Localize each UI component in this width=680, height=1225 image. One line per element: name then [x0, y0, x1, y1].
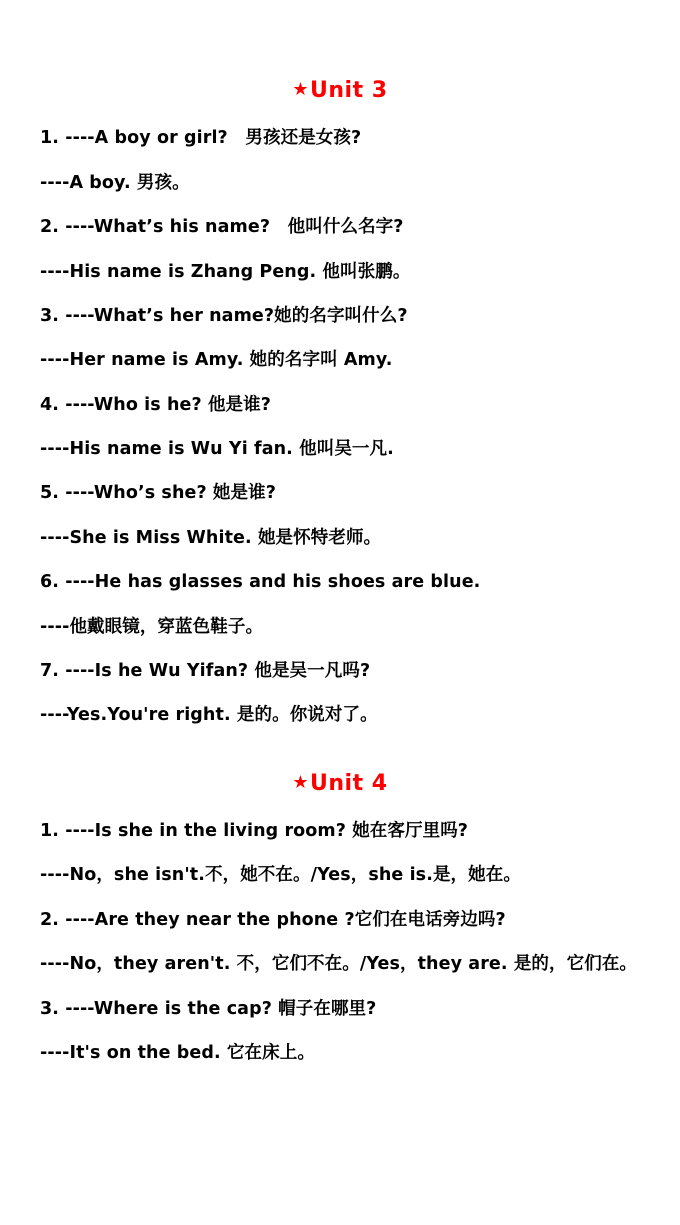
unit-section-4 [40, 771, 640, 1067]
qa-line: 2. ----Are they near the phone ?它们在电话旁边吗? [40, 909, 506, 930]
qa-line: ----His name is Wu Yi fan. 他叫吴一凡. [40, 439, 394, 460]
star-icon: ★ [292, 771, 310, 793]
star-icon: ★ [292, 79, 310, 100]
qa-line: ----No，they aren't. 不，它们不在。/Yes，they are. 是的，它们在。 [40, 954, 638, 975]
qa-line: 7. ----Is he Wu Yifan? 他是吴一凡吗? [40, 660, 371, 681]
qa-line: ----It's on the bed. 它在床上。 [40, 1042, 315, 1063]
qa-line: 6. ----He has glasses and his shoes are blue. [40, 572, 481, 593]
qa-line: ----他戴眼镜，穿蓝色鞋子。 [40, 616, 264, 637]
qa-line: 1. ----Is she in the living room? 她在客厅里吗? [40, 821, 469, 842]
unit-4-heading [40, 771, 640, 797]
qa-line: 1. ----A boy or girl? 男孩还是女孩? [40, 128, 362, 149]
page-bottom-spacer [40, 1085, 640, 1205]
unit-4-heading-text: Unit 4 [310, 770, 388, 796]
qa-line: ----A boy. 男孩。 [40, 172, 190, 193]
qa-line: 2. ----What’s his name? 他叫什么名字? [40, 217, 404, 238]
qa-line: 5. ----Who’s she? 她是谁? [40, 483, 276, 504]
qa-line: ----No，she isn't.不，她不在。/Yes，she is.是，她在。 [40, 865, 521, 886]
unit-section-3 [40, 78, 640, 729]
qa-line: ----Yes.You're right. 是的。你说对了。 [40, 705, 378, 726]
unit-3-heading-text: Unit 3 [310, 78, 388, 103]
qa-line: 3. ----Where is the cap? 帽子在哪里? [40, 998, 377, 1019]
qa-line: ----His name is Zhang Peng. 他叫张鹏。 [40, 261, 411, 282]
qa-line: ----Her name is Amy. 她的名字叫 Amy. [40, 350, 393, 371]
qa-line: ----She is Miss White. 她是怀特老师。 [40, 527, 382, 548]
qa-line: 4. ----Who is he? 他是谁? [40, 394, 271, 415]
unit-3-heading [40, 78, 640, 104]
qa-line: 3. ----What’s her name?她的名字叫什么? [40, 305, 408, 326]
